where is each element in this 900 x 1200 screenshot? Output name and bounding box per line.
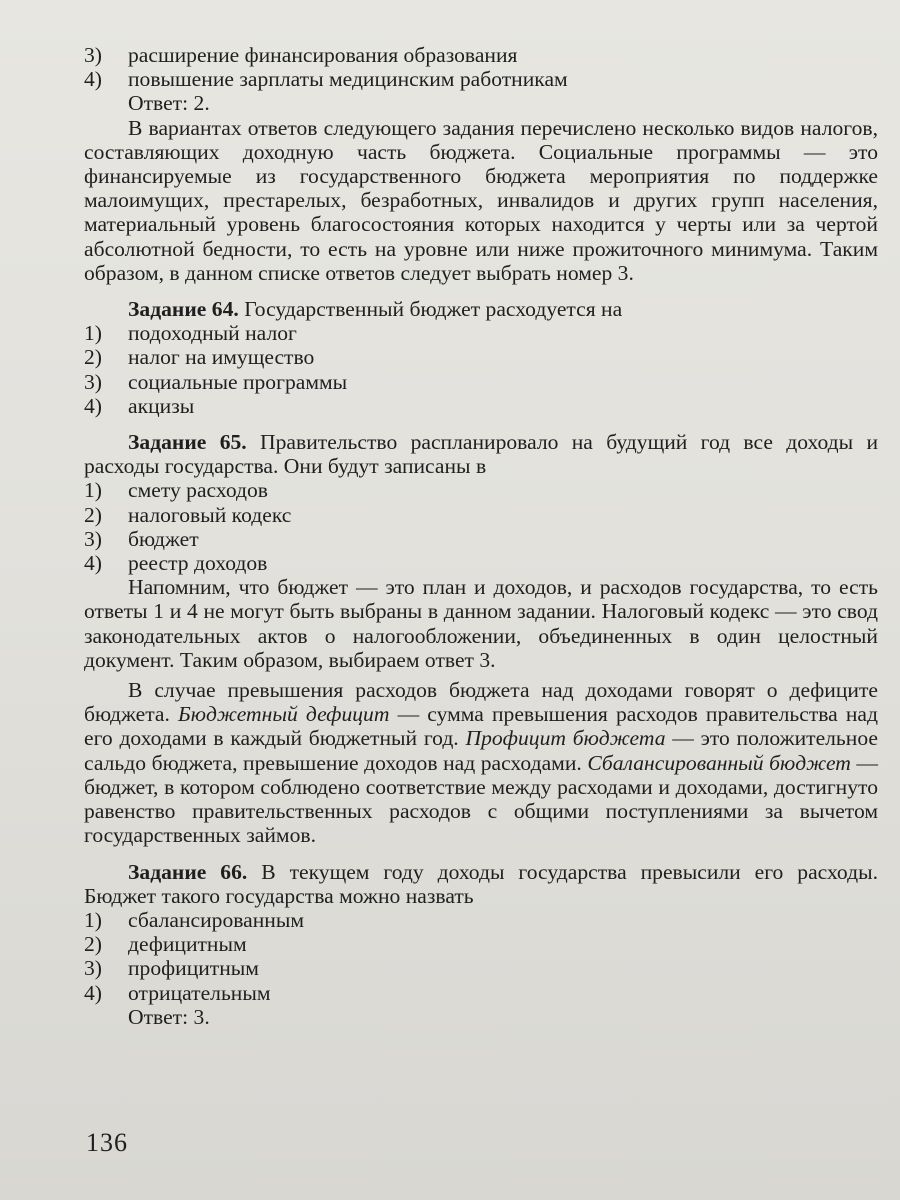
prev-answer: Ответ: 2. xyxy=(128,91,210,116)
task-66-answer: Ответ: 3. xyxy=(128,1004,210,1029)
option-text: повышение зарплаты медицинским работникам xyxy=(128,67,568,92)
option-text: профицитным xyxy=(128,956,259,981)
list-item xyxy=(84,67,878,91)
list-item xyxy=(84,321,878,345)
explanation-paragraph: Напомним, что бюджет — это план и доходов, и расходов государства, то есть ответы 1 и 4 не могут быть выбраны в данном задании. Налоговый кодекс — это свод законодательных актов о налогообложении, объединенных в один целостный документ. Таким образом, выбираем ответ 3. xyxy=(84,575,878,672)
option-number: 1) xyxy=(84,907,102,932)
option-text: дефицитным xyxy=(128,932,247,957)
option-text: расширение финансирования образования xyxy=(128,43,518,67)
list-item xyxy=(84,394,878,418)
term-surplus: Профицит бюджета xyxy=(465,726,666,751)
definition-balanced: — бюджет, в котором соблюдено соответствие между расходами и доходами, достигнуто равенство правительственных расходов с общими поступлениями за вычетом государственных займов. xyxy=(84,750,878,848)
option-number: 4) xyxy=(84,980,102,1005)
option-number: 2) xyxy=(84,345,102,370)
task-question: Правительство распланировало на будущий год все доходы и расходы государства. Они будут записаны в xyxy=(84,430,878,479)
option-number: 3) xyxy=(84,526,102,551)
list-item xyxy=(84,370,878,394)
option-text: отрицательным xyxy=(128,980,271,1005)
option-number: 1) xyxy=(84,321,102,346)
definitions-paragraph xyxy=(84,678,878,847)
option-text: реестр доходов xyxy=(128,551,268,576)
task-66-question xyxy=(84,860,878,908)
term-balanced: Сбалансированный бюджет xyxy=(587,750,851,775)
option-text: сбалансированным xyxy=(128,907,305,932)
explanation-paragraph: В вариантах ответов следующего задания перечислено несколько видов налогов, составляющих доходную часть бюджета. Социальные программы — это финансируемые из государственного бюджета мероприятия по поддержке малоимущих, престарелых, безработных, инвалидов и других групп населения, материальный уровень благосостояния которых находится у черты или за чертой абсолютной бедности, то есть на уровне или ниже прожиточного минимума. Таким образом, в данном списке ответов следует выбрать номер 3. xyxy=(84,115,878,285)
option-number: 4) xyxy=(84,393,102,418)
option-text: социальные программы xyxy=(128,369,348,394)
definition-deficit: — сумма превышения расходов правительства над его доходами в каждый бюджетный год. xyxy=(84,702,878,751)
option-number: 3) xyxy=(84,369,102,394)
definition-surplus: — это положительное сальдо бюджета, превышение доходов над расходами. xyxy=(84,726,878,775)
list-item xyxy=(84,908,878,932)
option-number: 2) xyxy=(84,502,102,527)
option-number: 4) xyxy=(84,67,102,92)
list-item xyxy=(84,932,878,956)
option-text: налоговый кодекс xyxy=(128,502,292,527)
task-65-question xyxy=(84,430,878,478)
list-item xyxy=(84,981,878,1005)
option-number: 3) xyxy=(84,956,102,981)
option-number: 2) xyxy=(84,932,102,957)
list-item xyxy=(84,43,878,67)
list-item xyxy=(84,345,878,369)
definitions-intro: В случае превышения расходов бюджета над доходами говорят о дефиците бюджета. xyxy=(84,678,878,727)
list-item xyxy=(84,956,878,980)
task-label: Задание 66. xyxy=(128,859,248,884)
list-item xyxy=(84,527,878,551)
list-item xyxy=(84,478,878,502)
option-text: бюджет xyxy=(128,526,199,551)
option-text: подоходный налог xyxy=(128,321,297,346)
task-64-question xyxy=(84,297,878,321)
option-number: 1) xyxy=(84,478,102,503)
list-item xyxy=(84,551,878,575)
term-deficit: Бюджетный дефицит xyxy=(178,702,390,727)
option-text: смету расходов xyxy=(128,478,268,503)
task-label: Задание 64. xyxy=(128,297,239,322)
option-number: 3) xyxy=(84,43,102,67)
page-content xyxy=(84,43,878,1029)
task-label: Задание 65. xyxy=(128,430,247,455)
list-item xyxy=(84,503,878,527)
option-text: налог на имущество xyxy=(128,345,315,370)
page-number: 136 xyxy=(86,1128,128,1157)
task-question: В текущем году доходы государства превысили его расходы. Бюджет такого государства можно назвать xyxy=(84,859,878,908)
option-text: акцизы xyxy=(128,393,195,418)
option-number: 4) xyxy=(84,551,102,576)
task-question: Государственный бюджет расходуется на xyxy=(244,297,623,322)
